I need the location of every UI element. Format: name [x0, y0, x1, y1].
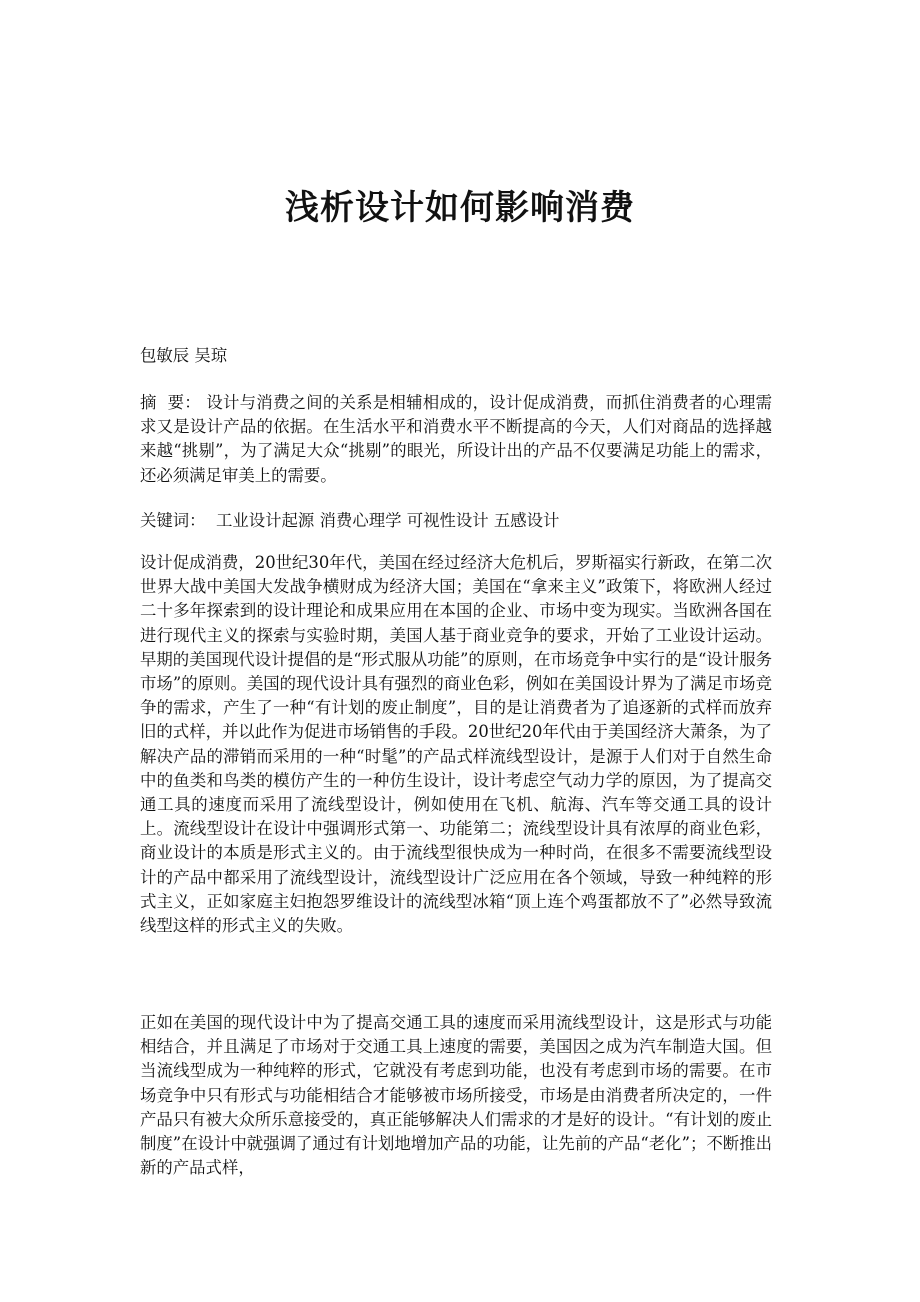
body-paragraph-1: 设计促成消费，20世纪30年代，美国在经过经济大危机后，罗斯福实行新政，在第二次世界大战中美国大发战争横财成为经济大国；美国在“拿来主义”政策下，将欧洲人经过二十多年探索到的设计理论和成果应用在本国的企业、市场中变为现实。当欧洲各国在进行现代主义的探索与实验时期，美国人基于商业竞争的要求，开始了工业设计运动。早期的美国现代设计提倡的是“形式服从功能”的原则，在市场竞争中实行的是“设计服务市场”的原则。美国的现代设计具有强烈的商业色彩，例如在美国设计界为了满足市场竞争的需求，产生了一种“有计划的废止制度”，目的是让消费者为了追逐新的式样而放弃旧的式样，并以此作为促进市场销售的手段。20世纪20年代由于美国经济大萧条，为了解决产品的滞销而采用的一种“时髦”的产品式样流线型设计，是源于人们对于自然生命中的鱼类和鸟类的模仿产生的一种仿生设计，设计考虑空气动力学的原因，为了提高交通工具的速度而采用了流线型设计，例如使用在飞机、航海、汽车等交通工具的设计上。流线型设计在设计中强调形式第一、功能第二；流线型设计具有浓厚的商业色彩，商业设计的本质是形式主义的。由于流线型很快成为一种时尚，在很多不需要流线型设计的产品中都采用了流线型设计，流线型设计广泛应用在各个领域，导致一种纯粹的形式主义，正如家庭主妇抱怨罗维设计的流线型冰箱“顶上连个鸡蛋都放不了”必然导致流线型这样的形式主义的失败。	[140, 553, 772, 936]
abstract-label: 摘 要：	[140, 393, 201, 412]
abstract-text: 设计与消费之间的关系是相辅相成的，设计促成消费，而抓住消费者的心理需求又是设计产品的依据。在生活水平和消费水平不断提高的今天，人们对商品的选择越来越“挑剔”，为了满足大众“挑剔”的眼光，所设计出的产品不仅要满足功能上的需求，还必须满足审美上的需要。	[140, 393, 773, 485]
keywords-label: 关键词：	[140, 511, 206, 530]
authors-line: 包敏辰 吴琼	[140, 346, 228, 365]
document-title: 浅析设计如何影响消费	[285, 188, 635, 228]
abstract-paragraph	[140, 391, 772, 488]
body-paragraph-2: 正如在美国的现代设计中为了提高交通工具的速度而采用流线型设计，这是形式与功能相结合，并且满足了市场对于交通工具上速度的需要，美国因之成为汽车制造大国。但当流线型成为一种纯粹的形式，它就没有考虑到功能，也没有考虑到市场的需要。在市场竞争中只有形式与功能相结合才能够被市场所接受，市场是由消费者所决定的，一件产品只有被大众所乐意接受的，真正能够解决人们需求的才是好的设计。“有计划的废止制度”在设计中就强调了通过有计划地增加产品的功能，让先前的产品“老化”；不断推出新的产品式样，	[140, 1013, 772, 1178]
keywords-line	[140, 509, 772, 533]
keywords-text: 工业设计起源 消费心理学 可视性设计 五感设计	[205, 511, 560, 530]
